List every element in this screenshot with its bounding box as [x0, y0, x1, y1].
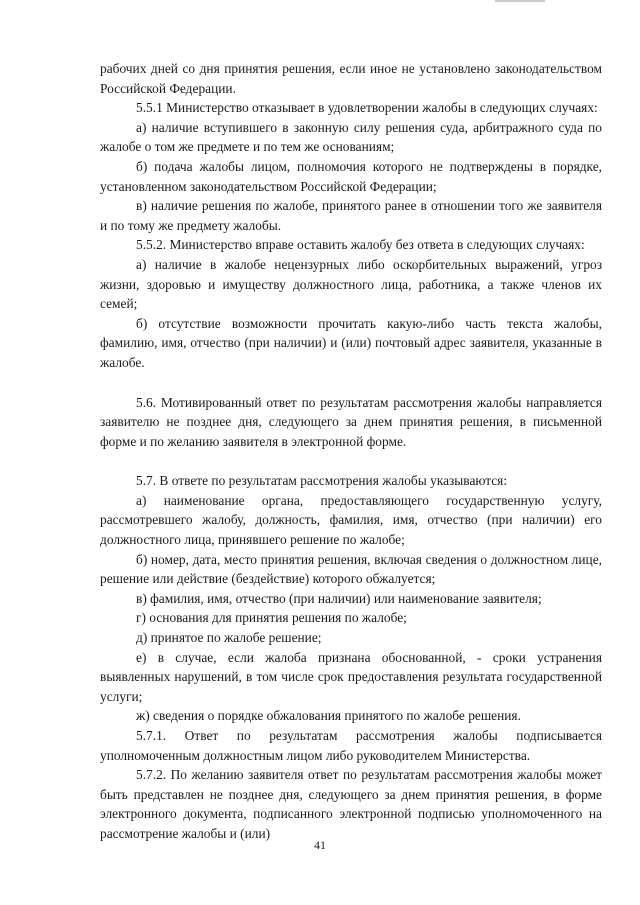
- paragraph: 5.7.1. Ответ по результатам рассмотрения жалобы подписывается уполномоченным должностным лицом либо руководителем Министерства.: [100, 728, 602, 763]
- paragraph: г) основания для принятия решения по жалобе;: [136, 610, 407, 626]
- document-body: [100, 59, 602, 844]
- paragraph: д) принятое по жалобе решение;: [136, 630, 322, 646]
- paragraph: 5.7.2. По желанию заявителя ответ по результатам рассмотрения жалобы может быть представлен не позднее дня, следующего за днем принятия решения, в форме электронного документа, подписанного электронной подписью уполномоченного на рассмотрение жалобы и (или): [100, 767, 602, 841]
- paragraph: 5.5.2. Министерство вправе оставить жалобу без ответа в следующих случаях:: [136, 237, 585, 253]
- scan-artifact: [495, 0, 545, 2]
- paragraph: 5.5.1 Министерство отказывает в удовлетворении жалобы в следующих случаях:: [136, 100, 598, 116]
- paragraph: а) наименование органа, предоставляющего государственную услугу, рассмотревшего жалобу, должность, фамилия, имя, отчество (при наличии) его должностного лица, принявшего решение по жалобе;: [100, 492, 602, 548]
- paragraph: 5.6. Мотивированный ответ по результатам рассмотрения жалобы направляется заявителю не позднее дня, следующего за днем принятия решения, в письменной форме и по желанию заявителя в электронной форме.: [100, 394, 602, 449]
- paragraph: рабочих дней со дня принятия решения, если иное не установлено законодательством Российской Федерации.: [100, 61, 602, 96]
- paragraph: ж) сведения о порядке обжалования принятого по жалобе решения.: [136, 708, 521, 724]
- paragraph: в) наличие решения по жалобе, принятого ранее в отношении того же заявителя и по тому же предмету жалобы.: [100, 198, 602, 233]
- paragraph: а) наличие в жалобе нецензурных либо оскорбительных выражений, угроз жизни, здоровью и имуществу должностного лица, работника, а также членов их семей;: [100, 256, 602, 312]
- paragraph: 5.7. В ответе по результатам рассмотрения жалобы указываются:: [136, 473, 508, 489]
- paragraph: а) наличие вступившего в законную силу решения суда, арбитражного суда по жалобе о том же предмете и по тем же основаниям;: [100, 119, 602, 155]
- page-number: 41: [314, 838, 326, 852]
- paragraph: е) в случае, если жалоба признана обоснованной, - сроки устранения выявленных нарушений, в том числе срок предоставления результата государственной услуги;: [100, 649, 602, 704]
- paragraph: б) номер, дата, место принятия решения, включая сведения о должностном лице, решение или действие (бездействие) которого обжалуется;: [100, 551, 602, 587]
- paragraph: б) отсутствие возможности прочитать какую-либо часть текста жалобы, фамилию, имя, отчество (при наличии) и (или) почтовый адрес заявителя, указанные в жалобе.: [100, 315, 602, 370]
- paragraph: б) подача жалобы лицом, полномочия которого не подтверждены в порядке, установленном законодательством Российской Федерации;: [100, 158, 602, 194]
- paragraph: в) фамилия, имя, отчество (при наличии) или наименование заявителя;: [136, 590, 542, 606]
